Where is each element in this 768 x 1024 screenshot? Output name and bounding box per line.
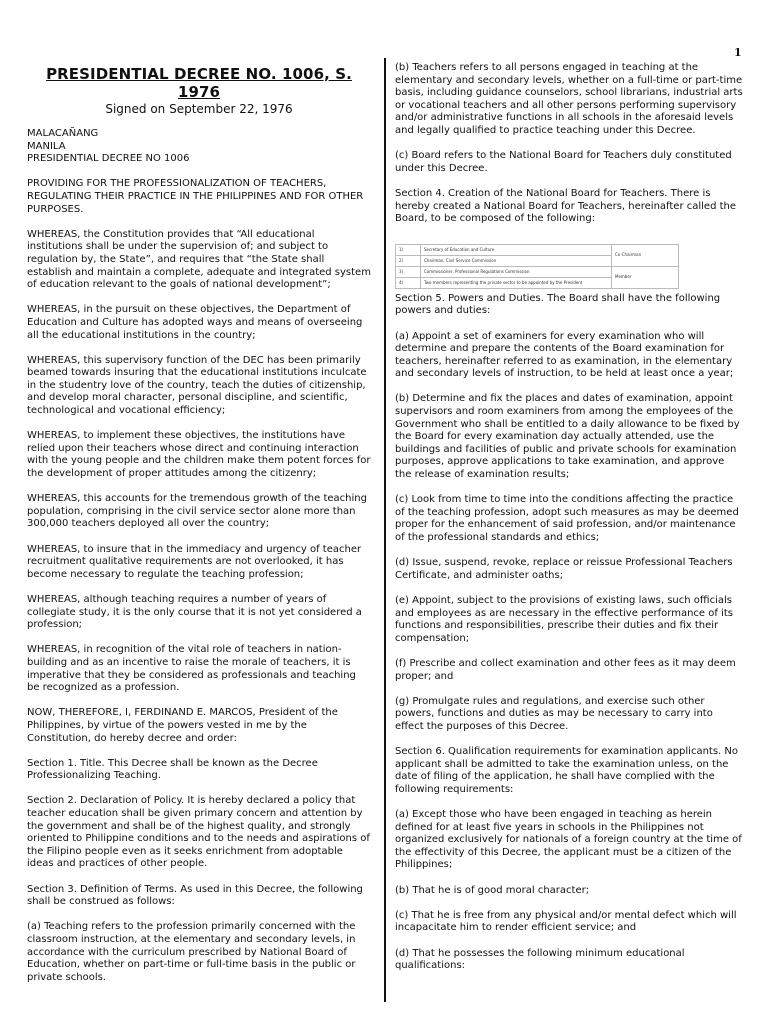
board-composition-table <box>395 244 679 289</box>
left-column <box>27 62 371 997</box>
right-column <box>395 62 743 985</box>
whereas-clause: WHEREAS, in recognition of the vital role of teachers in nation-building and as an incentive to raise the morale of teachers, it is imperative that they be considered as professionals and teaching be recognized as a profession. <box>27 644 356 694</box>
column-divider <box>384 58 386 1002</box>
section-4-creation: Section 4. Creation of the National Board for Teachers. There is hereby created a National Board for Teachers, hereinafter called the Board, to be composed of the following: <box>395 187 737 225</box>
power-item: (g) Promulgate rules and regulations, and exercise such other powers, functions and duties as may be necessary to carry into effect the purposes of this Decree. <box>395 695 713 732</box>
section-3-definitions: Section 3. Definition of Terms. As used in this Decree, the following shall be construed as follows: <box>27 883 363 908</box>
table-cell: Chairman, Civil Service Commission <box>421 255 612 266</box>
power-item: (a) Appoint a set of examiners for every examination who will determine and prepare the contents of the Board examination for teachers, hereinafter referred to as examination, in the elementary and secondary levels of instruction, to be held at least once a year; <box>395 330 734 380</box>
power-item: (b) Determine and fix the places and dates of examination, appoint supervisors and room examiners from among the employees of the Government who shall be entitled to a daily allowance to be fixed by the Board for every examination day actually attended, use the buildings and facilities of public and private schools for examination purposes, approve applications to take examination, and approve the release of examination results; <box>395 393 740 481</box>
section-6-qualifications: Section 6. Qualification requirements for examination applicants. No applicant shall be admitted to take the examination unless, on the date of filing of the application, he shall have complied with the following requirements: <box>395 746 738 795</box>
table-cell: Member <box>612 266 679 288</box>
document-subtitle: Signed on September 22, 1976 <box>105 102 293 116</box>
definition-board: (c) Board refers to the National Board for Teachers duly constituted under this Decree. <box>395 150 732 174</box>
whereas-clause: WHEREAS, to implement these objectives, the institutions have relied upon their teachers whose direct and continuing interaction with the young people and the children make them potent forces for the development of proper attitudes among the citizenry; <box>27 430 371 480</box>
qualification-item: (a) Except those who have been engaged in teaching as herein defined for at least five years in schools in the Philippines not organized exclusively for nationals of a foreign country at the time of the effectivity of this Decree, the applicant must be a citizen of the Philippines; <box>395 809 742 871</box>
qualification-item: (d) That he possesses the following minimum educational qualifications: <box>395 947 685 972</box>
table-cell: 3) <box>396 266 421 277</box>
whereas-clause: WHEREAS, to insure that in the immediacy and urgency of teacher recruitment qualitative requirements are not overlooked, it has become necessary to regulate the teaching profession; <box>27 543 362 580</box>
document-title: PRESIDENTIAL DECREE NO. 1006, S. 1976 <box>46 65 352 101</box>
whereas-clause: WHEREAS, although teaching requires a number of years of collegiate study, it is the only course that it is not yet considered a profession; <box>27 593 362 631</box>
enacting-clause: NOW, THEREFORE, I, FERDINAND E. MARCOS, President of the Philippines, by virtue of the powers vested in me by the Constitution, do hereby decree and order: <box>27 707 338 744</box>
definition-teachers: (b) Teachers refers to all persons engaged in teaching at the elementary and secondary levels, whether on a full-time or part-time basis, including guidance counselors, school librarians, industrial arts or vocational teachers and all other persons performing supervisory and/or administrative functions in all schools in the aforesaid levels and legally qualified to practice teaching under this Decree. <box>395 62 743 136</box>
table-row <box>396 266 679 277</box>
power-item: (c) Look from time to time into the conditions affecting the practice of the teaching profession, adopt such measures as may be deemed proper for the enhancement of said profession, and/or maintenance of the professional standards and ethics; <box>395 494 739 543</box>
whereas-clause: WHEREAS, the Constitution provides that “All educational institutions shall be under the supervision of; and subject to regulation by, the State”, and requires that “the State shall establish and maintain a complete, adequate and integrated system of education relevant to the goals of national development”; <box>27 228 371 291</box>
table-cell: Secretary of Education and Culture <box>421 244 612 255</box>
header-line: PRESIDENTIAL DECREE NO 1006 <box>27 153 190 165</box>
whereas-clause: WHEREAS, this accounts for the tremendous growth of the teaching population, comprising in the civil service sector alone more than 300,000 teachers deployed all over the country; <box>27 493 367 530</box>
section-5-powers: Section 5. Powers and Duties. The Board shall have the following powers and duties: <box>395 292 721 317</box>
power-item: (d) Issue, suspend, revoke, replace or reissue Professional Teachers Certificate, and administer oaths; <box>395 557 733 581</box>
decree-header <box>27 128 371 166</box>
section-1-title: Section 1. Title. This Decree shall be known as the Decree Professionalizing Teaching. <box>27 757 318 782</box>
whereas-clause: WHEREAS, in the pursuit on these objectives, the Department of Education and Culture has adopted ways and means of overseeing all the educational institutions in the country; <box>27 304 363 341</box>
decree-purpose: PROVIDING FOR THE PROFESSIONALIZATION OF TEACHERS, REGULATING THEIR PRACTICE IN THE PHILIPPINES AND FOR OTHER PURPOSES. <box>27 178 364 215</box>
power-item: (f) Prescribe and collect examination and other fees as it may deem proper; and <box>395 657 736 682</box>
table-cell: 2) <box>396 255 421 266</box>
section-2-policy: Section 2. Declaration of Policy. It is hereby declared a policy that teacher education shall be given primary concern and attention by the government and shall be of the highest quality, and strongly oriented to Philippine conditions and to the needs and aspirations of the Filipino people even as it seeks enrichment from adoptable ideas and practices of other people. <box>27 795 370 870</box>
table-cell: Co-Chairman <box>612 244 679 266</box>
power-item: (e) Appoint, subject to the provisions of existing laws, such officials and employees as are necessary in the effective performance of its functions and responsibilities, prescribe their duties and fix their compensation; <box>395 594 733 644</box>
table-cell: 1) <box>396 244 421 255</box>
table-cell: Two members representing the private sector to be appointed by the President <box>421 277 612 288</box>
page-number: 1 <box>734 46 742 59</box>
qualification-item: (b) That he is of good moral character; <box>395 884 590 896</box>
table-cell: Commissioner, Professional Regulations Commission <box>421 266 612 277</box>
whereas-clause: WHEREAS, this supervisory function of the DEC has been primarily beamed towards insuring that the educational institutions inculcate in the studentry love of the country, teach the duties of citizenship, and develop moral character, personal discipline, and scientific, technological and vocational efficiency; <box>27 354 367 417</box>
definition-teaching: (a) Teaching refers to the profession primarily concerned with the classroom instruction, at the elementary and secondary levels, in accordance with the curriculum prescribed by National Board of Education, whether on part-time or full-time basis in the public or private schools. <box>27 921 356 983</box>
header-line: MALACAÑANG <box>27 128 99 139</box>
table-cell: 4) <box>396 277 421 288</box>
qualification-item: (c) That he is free from any physical and/or mental defect which will incapacitate him to render efficient service; and <box>395 909 737 934</box>
header-line: MANILA <box>27 140 66 152</box>
table-row <box>396 244 679 255</box>
